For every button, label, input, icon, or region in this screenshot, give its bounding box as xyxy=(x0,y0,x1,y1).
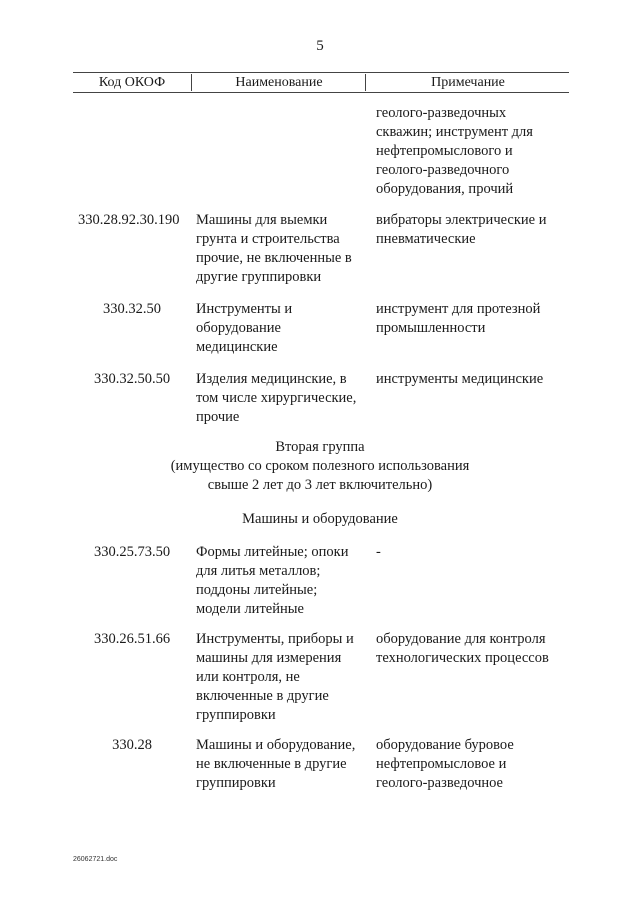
header-code: Код ОКОФ xyxy=(98,75,166,90)
row-note: вибраторы электрические и пневматические xyxy=(376,212,547,247)
section-title: Машины и оборудование xyxy=(242,511,398,527)
row-note: инструмент для протезной промышленности xyxy=(376,301,541,336)
row-name: Машины и оборудование, не включенные в другие группировки xyxy=(196,737,356,791)
group-subtitle-line2: свыше 2 лет до 3 лет включительно) xyxy=(207,477,433,493)
row-code: 330.26.51.66 xyxy=(93,631,171,647)
row-code: 330.28.92.30.190 xyxy=(78,212,180,228)
row-note: - xyxy=(376,544,381,560)
row-code: 330.28 xyxy=(112,737,152,753)
row-name: Изделия медицинские, в том числе хирургические, прочие xyxy=(196,371,357,425)
row-note: оборудование буровое нефтепромысловое и геолого-разведочное xyxy=(376,737,514,791)
row-code: 330.25.73.50 xyxy=(93,544,171,560)
group-title: Вторая группа xyxy=(275,439,365,455)
table-header xyxy=(73,72,569,93)
page-number: 5 xyxy=(316,38,324,54)
row-note: геолого-разведочных скважин; инструмент для нефтепромыслового и геолого-разведочного оборудования, прочий xyxy=(376,105,533,197)
header-name: Наименование xyxy=(191,74,366,91)
row-name: Машины для выемки грунта и строительства прочие, не включенные в другие группировки xyxy=(196,212,352,285)
row-code: 330.32.50 xyxy=(103,301,161,317)
row-note: инструменты медицинские xyxy=(376,371,544,387)
header-note: Примечание xyxy=(365,74,570,91)
footer-filename: 26062721.doc xyxy=(73,856,118,863)
row-note: оборудование для контроля технологических процессов xyxy=(376,631,549,666)
row-code: 330.32.50.50 xyxy=(93,371,171,387)
row-name: Инструменты и оборудование медицинские xyxy=(196,301,293,355)
group-subtitle-line1: (имущество со сроком полезного использования xyxy=(170,458,470,474)
row-name: Формы литейные; опоки для литья металлов; поддоны литейные; модели литейные xyxy=(196,544,349,617)
row-name: Инструменты, приборы и машины для измерения или контроля, не включенные в другие группировки xyxy=(196,631,354,723)
